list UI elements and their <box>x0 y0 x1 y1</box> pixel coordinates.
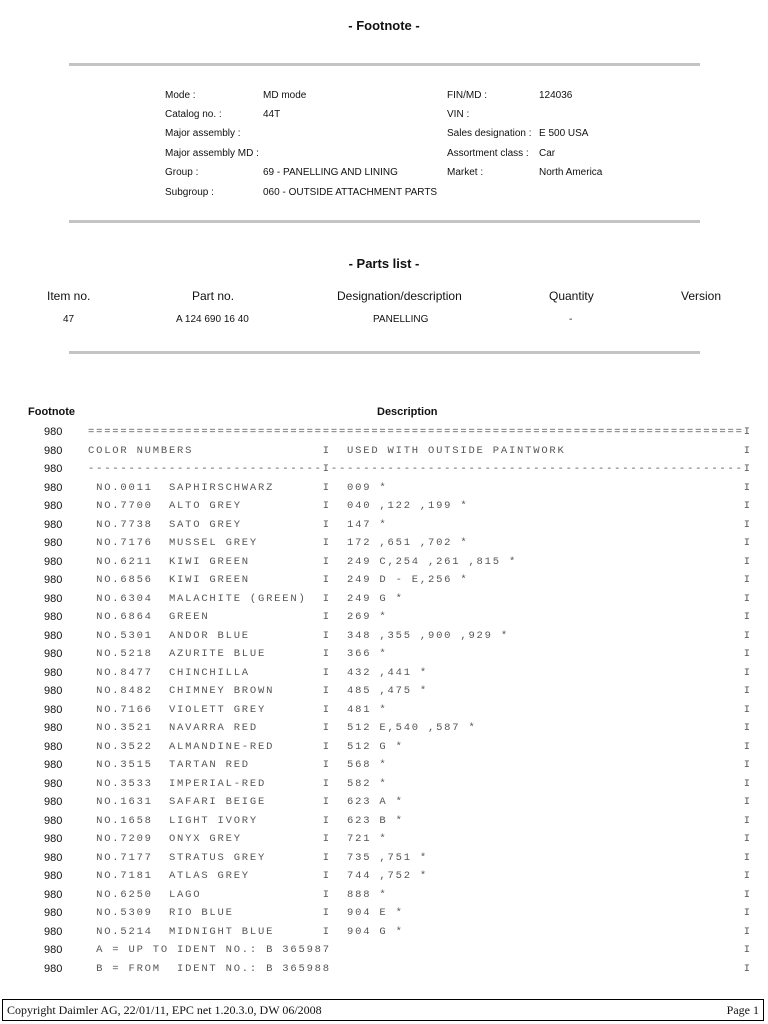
list-item <box>0 608 768 627</box>
footnote-number: 980 <box>44 740 63 753</box>
list-item <box>0 941 768 960</box>
cell-item-no: 47 <box>63 314 75 325</box>
list-item <box>0 904 768 923</box>
list-item <box>0 830 768 849</box>
footnote-text: NO.6211 KIWI GREEN I 249 C,254 ,261 ,815 * I <box>88 555 752 568</box>
footnote-text: COLOR NUMBERS I USED WITH OUTSIDE PAINTWORK I <box>88 444 752 457</box>
list-item <box>0 571 768 590</box>
list-item <box>0 516 768 535</box>
footnote-lines <box>0 423 768 978</box>
copyright-text: Copyright Daimler AG, 22/01/11, EPC net 1.20.3.0, DW 06/2008 <box>7 1003 322 1017</box>
header-item-no: Item no. <box>47 289 91 303</box>
cell-part-no: A 124 690 16 40 <box>176 314 249 325</box>
footnote-number: 980 <box>44 777 63 790</box>
meta-divider <box>69 220 700 223</box>
footnote-text: -----------------------------I---------------------------------------------------I <box>88 463 752 475</box>
meta-value: 44T <box>263 109 281 120</box>
list-item <box>0 849 768 868</box>
footnote-text: NO.7181 ATLAS GREY I 744 ,752 * I <box>88 870 752 882</box>
header-designation: Designation/description <box>337 289 462 303</box>
footnote-text: NO.7166 VIOLETT GREY I 481 * I <box>88 703 752 716</box>
meta-value: 69 - PANELLING AND LINING <box>263 167 398 178</box>
footnote-text: NO.1631 SAFARI BEIGE I 623 A * I <box>88 796 752 808</box>
top-divider <box>69 63 700 66</box>
footnote-number: 980 <box>44 611 63 623</box>
list-item <box>0 534 768 553</box>
footnote-text: NO.8482 CHIMNEY BROWN I 485 ,475 * I <box>88 685 752 697</box>
list-item <box>0 812 768 831</box>
footnote-text: NO.7176 MUSSEL GREY I 172 ,651 ,702 * I <box>88 537 752 549</box>
meta-label: Assortment class : <box>447 148 529 159</box>
list-item <box>0 460 768 479</box>
footnote-number: 980 <box>44 592 63 605</box>
footnote-number: 980 <box>44 444 63 457</box>
cell-quantity: - <box>569 314 573 325</box>
footnote-text: NO.5214 MIDNIGHT BLUE I 904 G * I <box>88 925 752 938</box>
list-item <box>0 442 768 461</box>
footnote-number: 980 <box>44 703 63 716</box>
footnote-number: 980 <box>44 500 63 512</box>
list-item <box>0 756 768 775</box>
list-item <box>0 701 768 720</box>
footnote-number: 980 <box>44 537 63 549</box>
footnote-number: 980 <box>44 426 63 438</box>
footnote-text: NO.3515 TARTAN RED I 568 * I <box>88 759 752 771</box>
list-item <box>0 923 768 942</box>
list-item <box>0 719 768 738</box>
meta-label: Major assembly : <box>165 128 241 139</box>
parts-divider <box>69 351 700 354</box>
footnote-text: NO.3522 ALMANDINE-RED I 512 G * I <box>88 740 752 753</box>
list-item <box>0 553 768 572</box>
list-item <box>0 682 768 701</box>
footnote-text: NO.1658 LIGHT IVORY I 623 B * I <box>88 814 752 827</box>
footnote-number: 980 <box>44 463 63 475</box>
list-item <box>0 664 768 683</box>
list-item <box>0 497 768 516</box>
footnote-number: 980 <box>44 574 63 586</box>
meta-value: North America <box>539 167 603 178</box>
footnote-number: 980 <box>44 629 63 642</box>
footnote-number: 980 <box>44 925 63 938</box>
footnote-number: 980 <box>44 851 63 864</box>
cell-designation: PANELLING <box>373 314 429 325</box>
footnote-text: NO.6864 GREEN I 269 * I <box>88 611 752 623</box>
page-footer <box>2 999 764 1021</box>
meta-label: VIN : <box>447 109 470 120</box>
meta-label: Major assembly MD : <box>165 148 259 159</box>
list-item <box>0 645 768 664</box>
header-version: Version <box>681 289 722 303</box>
footnote-number: 980 <box>44 870 63 882</box>
footnote-text: NO.5218 AZURITE BLUE I 366 * I <box>88 648 752 660</box>
footnote-text: NO.7209 ONYX GREY I 721 * I <box>88 833 752 845</box>
footnote-text: NO.7700 ALTO GREY I 040 ,122 ,199 * I <box>88 500 752 512</box>
list-item <box>0 479 768 498</box>
footnote-number: 980 <box>44 685 63 697</box>
footnote-column-header: Footnote <box>28 406 76 418</box>
list-item <box>0 423 768 442</box>
page-number: Page 1 <box>726 1003 759 1017</box>
list-item <box>0 793 768 812</box>
footnote-text: NO.7177 STRATUS GREY I 735 ,751 * I <box>88 851 752 864</box>
footnote-number: 980 <box>44 888 63 901</box>
header-part-no: Part no. <box>192 289 235 303</box>
footnote-number: 980 <box>44 907 63 919</box>
description-column-header: Description <box>377 406 438 418</box>
footnote-number: 980 <box>44 518 63 531</box>
footnote-number: 980 <box>44 666 63 679</box>
footnote-number: 980 <box>44 962 63 975</box>
footnote-text: B = FROM IDENT NO.: B 365988 I <box>88 962 752 975</box>
list-item <box>0 627 768 646</box>
footnote-text: NO.0011 SAPHIRSCHWARZ I 009 * I <box>88 481 752 494</box>
meta-value: 124036 <box>539 90 573 101</box>
meta-label: Mode : <box>165 90 196 101</box>
list-item <box>0 886 768 905</box>
footnote-text: NO.3533 IMPERIAL-RED I 582 * I <box>88 777 752 790</box>
list-item <box>0 738 768 757</box>
footnote-text: NO.6304 MALACHITE (GREEN) I 249 G * I <box>88 592 752 605</box>
footnote-text: NO.5309 RIO BLUE I 904 E * I <box>88 907 752 919</box>
list-item <box>0 775 768 794</box>
parts-list-title: - Parts list - <box>348 256 420 271</box>
footnote-number: 980 <box>44 648 63 660</box>
footnote-text: NO.8477 CHINCHILLA I 432 ,441 * I <box>88 666 752 679</box>
list-item <box>0 867 768 886</box>
footnote-text: NO.3521 NAVARRA RED I 512 E,540 ,587 * I <box>88 722 752 734</box>
footnote-section-title: - Footnote - <box>348 18 420 33</box>
meta-value: MD mode <box>263 90 307 101</box>
meta-value: 060 - OUTSIDE ATTACHMENT PARTS <box>263 187 438 198</box>
meta-label: Market : <box>447 167 484 178</box>
footnote-number: 980 <box>44 833 63 845</box>
footnote-text: A = UP TO IDENT NO.: B 365987 I <box>88 944 752 956</box>
header-quantity: Quantity <box>549 289 594 303</box>
meta-label: Subgroup : <box>165 187 214 198</box>
list-item <box>0 960 768 979</box>
meta-label: Catalog no. : <box>165 109 222 120</box>
footnote-number: 980 <box>44 944 63 956</box>
footnote-number: 980 <box>44 814 63 827</box>
meta-value: Car <box>539 148 556 159</box>
list-item <box>0 590 768 609</box>
footnote-text: =================================================================================I <box>88 426 752 438</box>
meta-label: FIN/MD : <box>447 90 487 101</box>
footnote-text: NO.6856 KIWI GREEN I 249 D - E,256 * I <box>88 574 752 586</box>
footnote-number: 980 <box>44 759 63 771</box>
meta-label: Group : <box>165 167 199 178</box>
footnote-number: 980 <box>44 796 63 808</box>
footnote-number: 980 <box>44 555 63 568</box>
footnote-number: 980 <box>44 481 63 494</box>
meta-value: E 500 USA <box>539 128 589 139</box>
footnote-number: 980 <box>44 722 63 734</box>
footnote-text: NO.7738 SATO GREY I 147 * I <box>88 518 752 531</box>
meta-label: Sales designation : <box>447 128 532 139</box>
footnote-text: NO.6250 LAGO I 888 * I <box>88 888 752 901</box>
footnote-text: NO.5301 ANDOR BLUE I 348 ,355 ,900 ,929 * I <box>88 629 752 642</box>
